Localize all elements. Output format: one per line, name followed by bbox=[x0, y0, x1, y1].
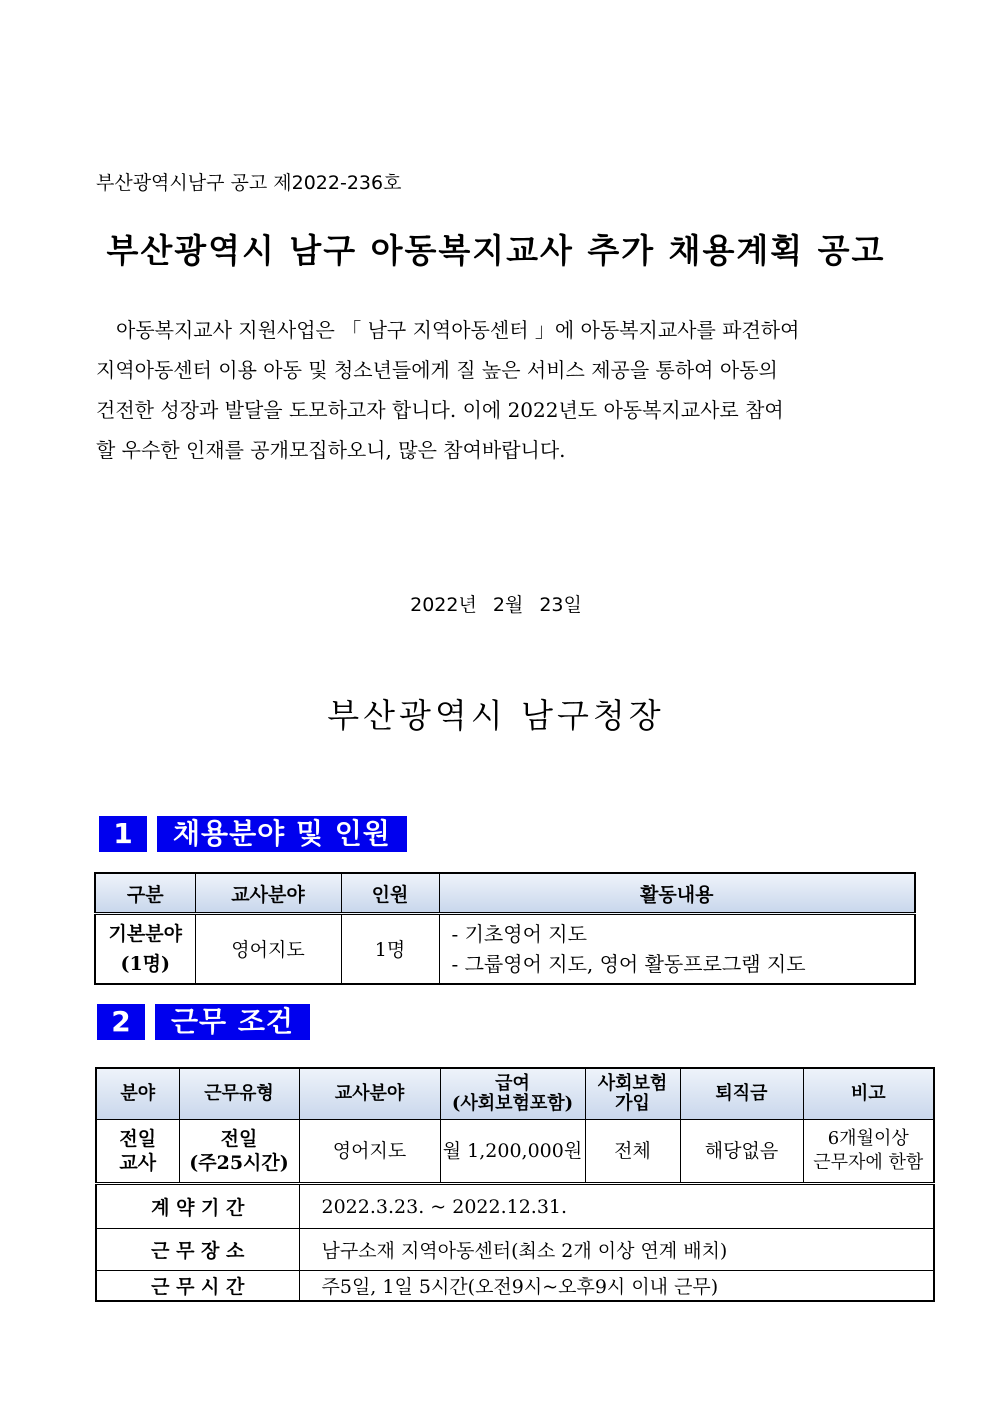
section1-label: 채용분야 및 인원 bbox=[157, 816, 407, 852]
category-line: (1명) bbox=[120, 952, 171, 975]
cell-line: 근무자에 한함 bbox=[813, 1152, 924, 1173]
contract-label: 계 약 기 간 bbox=[96, 1184, 299, 1229]
col-header bbox=[585, 1068, 680, 1120]
col-header: 분야 bbox=[96, 1068, 179, 1120]
cell-line: (주25시간) bbox=[189, 1152, 289, 1174]
section2-label: 근무 조건 bbox=[155, 1004, 310, 1040]
field-cell: 영어지도 bbox=[299, 1120, 440, 1184]
intro-paragraph bbox=[96, 310, 896, 470]
page-title: 부산광역시 남구 아동복지교사 추가 채용계획 공고 bbox=[106, 231, 886, 270]
category-line: 기본분야 bbox=[108, 922, 182, 945]
intro-line: 건전한 성장과 발달을 도모하고자 합니다. 이에 2022년도 아동복지교사로 참여 bbox=[96, 398, 784, 422]
col-header: 근무유형 bbox=[179, 1068, 299, 1120]
cell-line: 전일 bbox=[119, 1128, 157, 1150]
header-line: 가입 bbox=[615, 1093, 650, 1114]
count-cell: 1명 bbox=[341, 914, 439, 984]
col-header: 교사분야 bbox=[195, 873, 341, 914]
pay-cell: 월 1,200,000원 bbox=[440, 1120, 585, 1184]
col-header bbox=[440, 1068, 585, 1120]
contract-value: 2022.3.23. ~ 2022.12.31. bbox=[299, 1184, 934, 1229]
location-label: 근 무 장 소 bbox=[96, 1229, 299, 1271]
col-header: 구분 bbox=[95, 873, 195, 914]
header-line: (사회보험포함) bbox=[451, 1093, 574, 1114]
activity-item: - 그룹영어 지도, 영어 활동프로그램 지도 bbox=[451, 951, 806, 976]
cell-line: 전일 bbox=[220, 1128, 258, 1150]
severance-cell: 해당없음 bbox=[680, 1120, 803, 1184]
field-cell: 영어지도 bbox=[195, 914, 341, 984]
activity-cell bbox=[439, 914, 915, 984]
col-header: 활동내용 bbox=[439, 873, 915, 914]
section1-heading bbox=[99, 816, 407, 852]
intro-line: 아동복지교사 지원사업은 「 남구 지역아동센터 」에 아동복지교사를 파견하여 bbox=[116, 318, 800, 342]
type-cell bbox=[179, 1120, 299, 1184]
cell-line: 6개월이상 bbox=[827, 1128, 909, 1149]
intro-line: 할 우수한 인재를 공개모집하오니, 많은 참여바랍니다. bbox=[96, 438, 566, 462]
cell-line: 교사 bbox=[119, 1152, 157, 1174]
insurance-cell: 전체 bbox=[585, 1120, 680, 1184]
header-line: 사회보험 bbox=[597, 1073, 668, 1094]
section1-number: 1 bbox=[99, 816, 147, 852]
hours-value: 주5일, 1일 5시간(오전9시~오후9시 이내 근무) bbox=[299, 1271, 934, 1301]
col-header: 비고 bbox=[803, 1068, 934, 1120]
intro-line: 지역아동센터 이용 아동 및 청소년들에게 질 높은 서비스 제공을 통하여 아동의 bbox=[96, 358, 778, 382]
hours-label: 근 무 시 간 bbox=[96, 1271, 299, 1301]
section2-heading bbox=[97, 1004, 310, 1040]
signer: 부산광역시 남구청장 bbox=[327, 696, 665, 735]
category-cell bbox=[95, 914, 195, 984]
location-value: 남구소재 지역아동센터(최소 2개 이상 연계 배치) bbox=[299, 1229, 934, 1271]
area-cell bbox=[96, 1120, 179, 1184]
activity-item: - 기초영어 지도 bbox=[451, 921, 587, 946]
note-cell bbox=[803, 1120, 934, 1184]
header-line: 급여 bbox=[495, 1073, 530, 1094]
conditions-table bbox=[95, 1067, 935, 1302]
col-header: 퇴직금 bbox=[680, 1068, 803, 1120]
recruitment-table bbox=[94, 872, 916, 985]
notice-number: 부산광역시남구 공고 제2022-236호 bbox=[96, 172, 402, 194]
col-header: 인원 bbox=[341, 873, 439, 914]
col-header: 교사분야 bbox=[299, 1068, 440, 1120]
notice-date: 2022년 2월 23일 bbox=[410, 594, 582, 616]
section2-number: 2 bbox=[97, 1004, 145, 1040]
